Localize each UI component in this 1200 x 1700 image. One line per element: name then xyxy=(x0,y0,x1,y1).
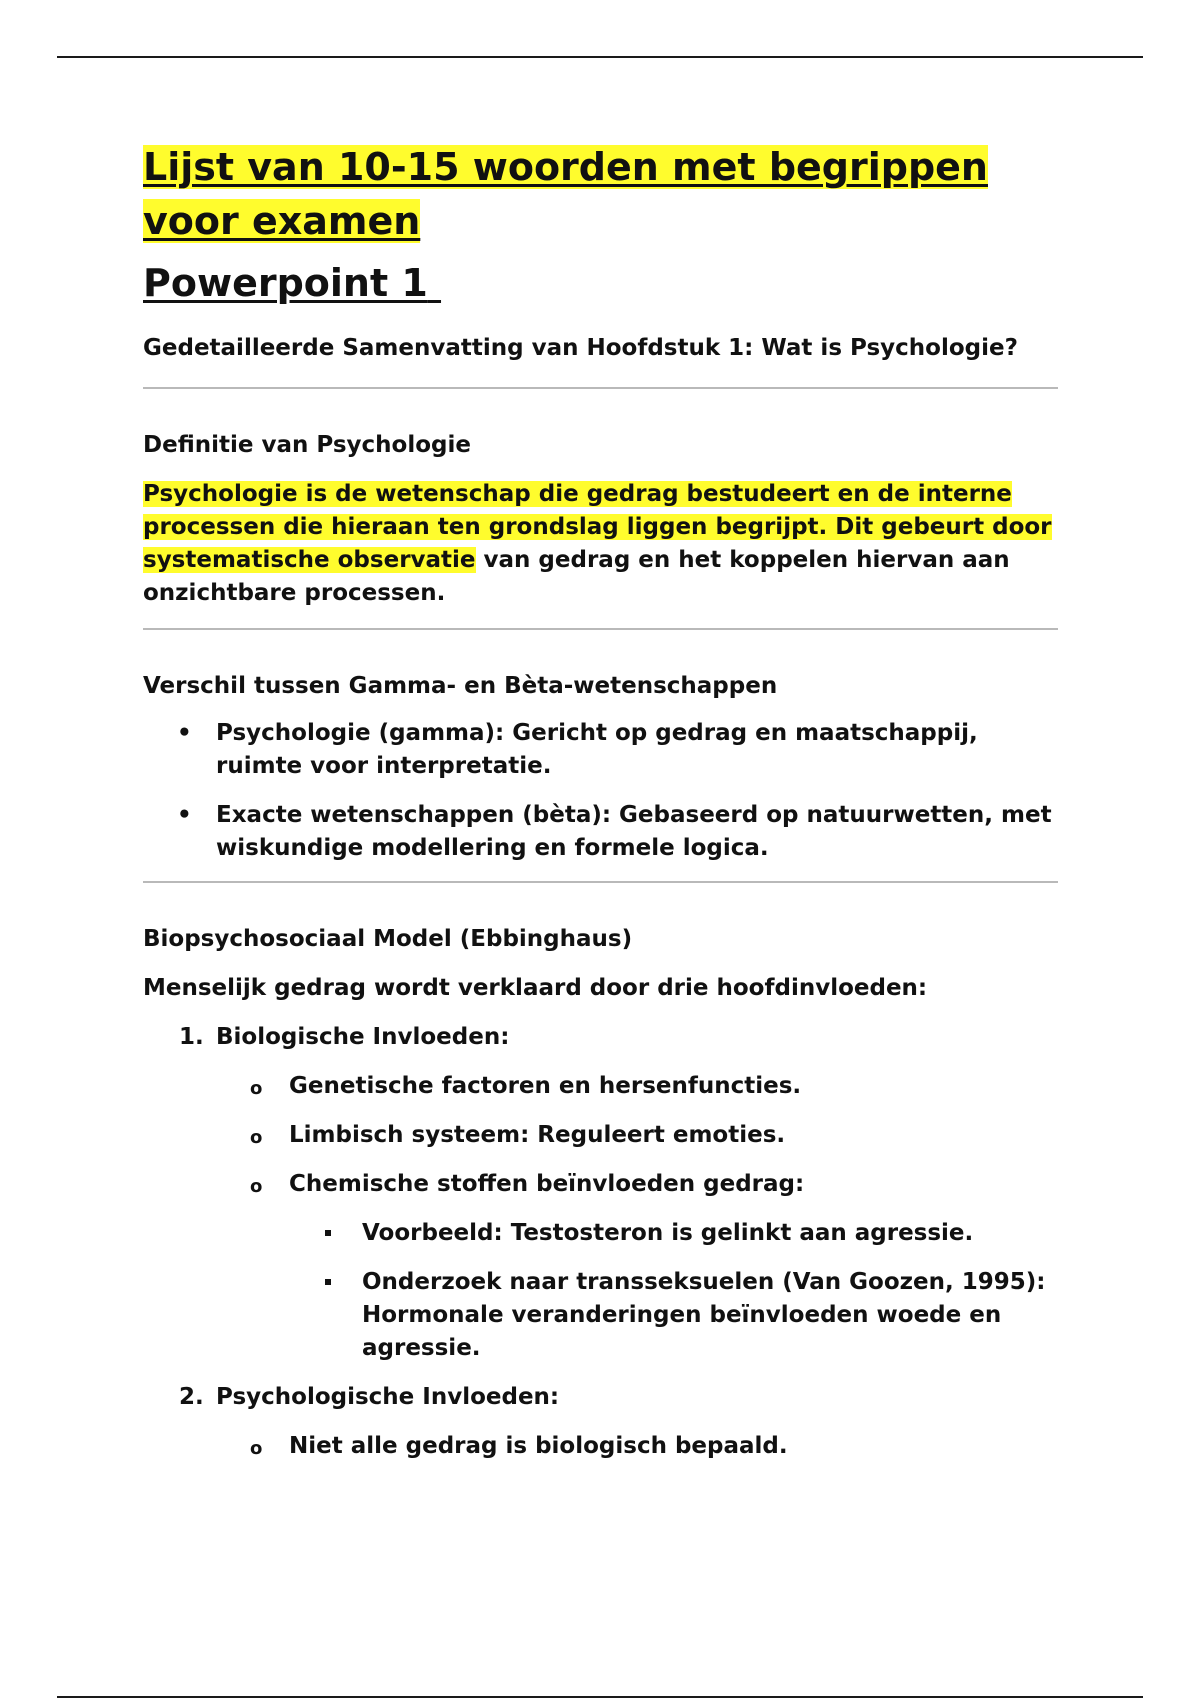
example-text: Onderzoek naar transseksuelen (Van Goozen, 1995): Hormonale veranderingen beïnvloeden woede en agressie. xyxy=(362,1269,1046,1361)
influence-item-biological xyxy=(143,1021,1058,1365)
definition-text xyxy=(143,478,1058,610)
sciences-list xyxy=(143,717,1058,865)
chapter-title: Gedetailleerde Samenvatting van Hoofdstuk 1: Wat is Psychologie? xyxy=(143,335,1018,361)
circle-bullet-icon: o xyxy=(250,1176,263,1197)
circle-bullet-icon: o xyxy=(250,1438,263,1459)
page-bottom-rule xyxy=(57,1696,1143,1698)
document-content xyxy=(143,140,1058,1479)
model-intro: Menselijk gedrag wordt verklaard door drie hoofdinvloeden: xyxy=(143,975,928,1001)
section-title-powerpoint xyxy=(143,256,1058,310)
influences-list xyxy=(143,1021,1058,1463)
subtitle-text: Powerpoint 1 xyxy=(143,261,428,305)
definition-highlight: Psychologie is de wetenschap die gedrag bestudeert en de interne processen die hieraan ten grondslag liggen begrijpt. Dit gebeurt door systematische observatie xyxy=(143,481,1052,573)
example-item xyxy=(289,1217,1058,1250)
list-number: 1. xyxy=(179,1024,204,1050)
influence-item-psychological xyxy=(143,1381,1058,1463)
sub-list xyxy=(216,1070,1058,1365)
influence-label: Biologische Invloeden: xyxy=(216,1024,510,1050)
document-title xyxy=(143,140,1058,248)
sub-list-item-text: Limbisch systeem: Reguleert emoties. xyxy=(289,1122,786,1148)
sub-list xyxy=(216,1430,1058,1463)
divider xyxy=(143,628,1058,630)
sub-list-item xyxy=(216,1119,1058,1152)
divider xyxy=(143,881,1058,883)
list-item-text: Psychologie (gamma): Gericht op gedrag en maatschappij, ruimte voor interpretatie. xyxy=(216,720,978,779)
model-heading: Biopsychosociaal Model (Ebbinghaus) xyxy=(143,926,633,952)
list-item-text: Exacte wetenschappen (bèta): Gebaseerd op natuurwetten, met wiskundige modellering en formele logica. xyxy=(216,802,1052,861)
page-top-rule xyxy=(57,56,1143,58)
sub-list-item-text: Niet alle gedrag is biologisch bepaald. xyxy=(289,1433,788,1459)
title-line-1: Lijst van 10-15 woorden met begrippen xyxy=(143,145,988,189)
sub-list-item xyxy=(216,1168,1058,1365)
sub-list-item-text: Chemische stoffen beïnvloeden gedrag: xyxy=(289,1171,805,1197)
square-bullet-icon xyxy=(325,1279,331,1285)
example-list xyxy=(289,1217,1058,1365)
sub-list-item xyxy=(216,1430,1058,1463)
sub-list-item-text: Genetische factoren en hersenfuncties. xyxy=(289,1073,802,1099)
list-item xyxy=(143,717,1058,783)
influence-label: Psychologische Invloeden: xyxy=(216,1384,560,1410)
list-number: 2. xyxy=(179,1384,204,1410)
sciences-heading: Verschil tussen Gamma- en Bèta-wetenschappen xyxy=(143,673,778,699)
definition-rest: van gedrag en het koppelen hiervan aan onzichtbare processen. xyxy=(143,547,1010,606)
definition-heading: Definitie van Psychologie xyxy=(143,432,471,458)
circle-bullet-icon: o xyxy=(250,1127,263,1148)
bullet-icon: • xyxy=(177,802,192,828)
example-item xyxy=(289,1266,1058,1365)
example-text: Voorbeeld: Testosteron is gelinkt aan agressie. xyxy=(362,1220,974,1246)
sub-list-item xyxy=(216,1070,1058,1103)
list-item xyxy=(143,799,1058,865)
circle-bullet-icon: o xyxy=(250,1078,263,1099)
bullet-icon: • xyxy=(177,720,192,746)
square-bullet-icon xyxy=(325,1230,331,1236)
divider xyxy=(143,387,1058,389)
title-line-2: voor examen xyxy=(143,199,421,243)
